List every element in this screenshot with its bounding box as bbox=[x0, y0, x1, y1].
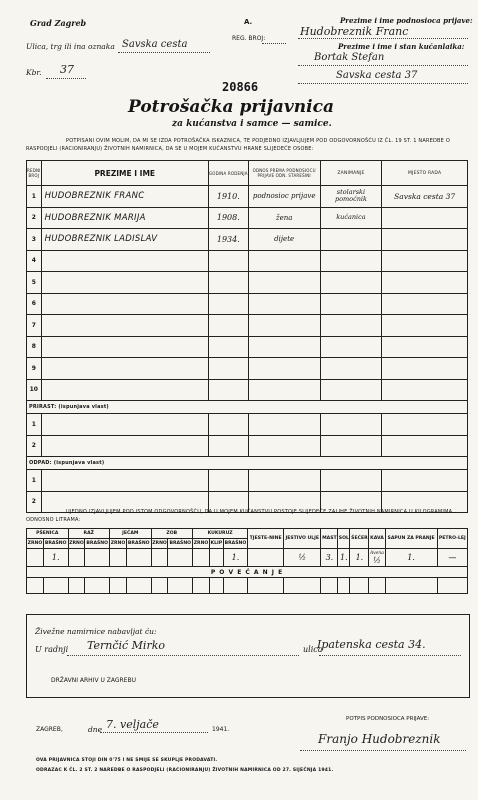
signature-label: POTPIS PODNOSIOCA PRIJAVE: bbox=[346, 716, 430, 722]
supplier-street-underline bbox=[319, 655, 461, 656]
kava-note: Avena bbox=[370, 550, 384, 556]
ration-value bbox=[68, 549, 85, 567]
shop-label: U radnji bbox=[35, 645, 69, 654]
row-number: 2 bbox=[27, 435, 42, 457]
workplace bbox=[382, 229, 468, 251]
row-number: 7 bbox=[27, 315, 42, 337]
serial-number: 20866 bbox=[222, 80, 259, 94]
odpad-rows bbox=[27, 470, 468, 513]
footer-note-2: ODRAZAC K ČL. 2 ST. 2 NAREDBE O RASPODJELI (RACIONIRANJU) ŽIVOTNIH NAMIRNICA OD 27. SIJEČNJA 1941. bbox=[36, 768, 334, 773]
row-number: 9 bbox=[27, 358, 42, 380]
year-value: 1941. bbox=[212, 726, 230, 733]
row-number: 5 bbox=[27, 272, 42, 294]
person-name bbox=[41, 272, 208, 294]
ration-value: 1. bbox=[223, 549, 248, 567]
shop-value: Ternčić Mirko bbox=[87, 639, 165, 652]
rations-table bbox=[26, 528, 468, 594]
occupation bbox=[320, 379, 382, 401]
date-value: 7. veljače bbox=[106, 718, 159, 731]
ration-value bbox=[248, 549, 284, 567]
date-underline bbox=[100, 732, 208, 733]
prirast-rows bbox=[27, 414, 468, 457]
ration-value: 1. bbox=[338, 549, 350, 567]
ration-subheader: ZRNO bbox=[151, 539, 168, 549]
ration-subheader: ZRNO bbox=[27, 539, 44, 549]
workplace bbox=[382, 293, 468, 315]
ration-increase-cell bbox=[350, 578, 369, 594]
ration-subheader: BRAŠNO bbox=[43, 539, 68, 549]
person-name: HUDOBREZNIK MARIJA bbox=[41, 207, 208, 229]
ration-increase-cell bbox=[223, 578, 248, 594]
ration-subheader: BRAŠNO bbox=[223, 539, 248, 549]
ration-value: 3. bbox=[321, 549, 338, 567]
ration-subheader: BRAŠNO bbox=[85, 539, 110, 549]
form-subtitle: za kućanstva i samce — samice. bbox=[172, 119, 332, 129]
occupation bbox=[320, 250, 382, 272]
ration-groups-row bbox=[27, 529, 468, 539]
manager-name-underline bbox=[298, 65, 468, 66]
ration-value: 1. bbox=[43, 549, 68, 567]
ration-subheader: BRAŠNO bbox=[168, 539, 193, 549]
relation: dijete bbox=[248, 229, 320, 251]
ration-values-row bbox=[27, 549, 468, 567]
ration-increase-cell bbox=[338, 578, 350, 594]
birth-year bbox=[208, 272, 248, 294]
ration-subheader: BRAŠNO bbox=[126, 539, 151, 549]
ration-value: 1. bbox=[385, 549, 437, 567]
persons-table bbox=[26, 160, 468, 513]
manager-label: Prezime i ime i stan kućanlaika: bbox=[338, 42, 465, 51]
shop-underline bbox=[67, 655, 299, 656]
empty-cell bbox=[41, 414, 208, 436]
relation bbox=[248, 315, 320, 337]
applicant-underline bbox=[298, 38, 468, 39]
house-underline bbox=[46, 78, 86, 79]
relation: žena bbox=[248, 207, 320, 229]
supplier-street-label: ulica bbox=[303, 645, 323, 654]
house-label: Kbr. bbox=[26, 68, 42, 77]
empty-cell bbox=[382, 435, 468, 457]
ration-value bbox=[126, 549, 151, 567]
intro-text: POTPISANI OVIM MOLIM, DA MI SE IZDA POTROŠAČKA ISKAZNICA, TE PODJEDNO IZJAVLJUJEM POD ODGOVORNOŠĆU IZ ČL. 19 ST. 1 NAREDBE O RASPODJELI (RACIONIRANJU) ŽIVOTNIH NAMIRNICA, DA SE U MOJEM KUĆANSTVU HRANE SLIJEDEĆE OSOBE: bbox=[26, 138, 450, 152]
person-name bbox=[41, 379, 208, 401]
ration-increase-cell bbox=[210, 578, 224, 594]
ration-value bbox=[151, 549, 168, 567]
ration-value bbox=[85, 549, 110, 567]
relation bbox=[248, 379, 320, 401]
workplace bbox=[382, 358, 468, 380]
ration-increase-cell bbox=[85, 578, 110, 594]
ration-increase-cell bbox=[110, 578, 127, 594]
ration-value: — bbox=[437, 549, 467, 567]
increase-label: P O V E Ć A N J E bbox=[27, 567, 468, 578]
birth-year bbox=[208, 379, 248, 401]
odpad-row bbox=[27, 457, 468, 470]
row-number: 10 bbox=[27, 379, 42, 401]
relation bbox=[248, 250, 320, 272]
row-number: 4 bbox=[27, 250, 42, 272]
table-row bbox=[27, 336, 468, 358]
workplace bbox=[382, 336, 468, 358]
ration-increase-cell bbox=[68, 578, 85, 594]
ration-group-header: KUKURUZ bbox=[193, 529, 248, 539]
odpad-label: ODPAD: (ispunjava vlast) bbox=[27, 457, 468, 470]
table-row bbox=[27, 207, 468, 229]
ration-increase-cell bbox=[248, 578, 284, 594]
ration-increase-cell bbox=[369, 578, 385, 594]
occupation: stolarski pomoćnik bbox=[320, 186, 382, 208]
row-number: 3 bbox=[27, 229, 42, 251]
signature-underline bbox=[300, 750, 466, 751]
occupation bbox=[320, 293, 382, 315]
ration-increase-cell bbox=[321, 578, 338, 594]
increase-row bbox=[27, 567, 468, 578]
ration-group-header: PETRO-LEJ bbox=[437, 529, 467, 549]
workplace bbox=[382, 379, 468, 401]
table-row bbox=[27, 379, 468, 401]
relation bbox=[248, 272, 320, 294]
row-number: 6 bbox=[27, 293, 42, 315]
ration-group-header: JESTIVO ULJE bbox=[284, 529, 321, 549]
empty-cell bbox=[208, 414, 248, 436]
birth-year: 1908. bbox=[208, 207, 248, 229]
occupation bbox=[320, 229, 382, 251]
supplier-street-value: Ipatenska cesta 34. bbox=[317, 638, 426, 651]
reg-label: REG. BROJ: bbox=[232, 35, 266, 42]
place-label: ZAGREB, bbox=[36, 726, 63, 733]
ration-value bbox=[168, 549, 193, 567]
empty-cell bbox=[382, 470, 468, 492]
ration-subheader: ZRNO bbox=[193, 539, 210, 549]
occupation: kućanica bbox=[320, 207, 382, 229]
ration-subheader: ZRNO bbox=[68, 539, 85, 549]
row-number: 1 bbox=[27, 414, 42, 436]
relation: podnosioc prijave bbox=[248, 186, 320, 208]
street-underline bbox=[118, 52, 210, 53]
ration-value: Avena ½ bbox=[370, 550, 384, 565]
ration-increase-cell bbox=[43, 578, 68, 594]
table-row bbox=[27, 414, 468, 436]
workplace: Savska cesta 37 bbox=[382, 186, 468, 208]
workplace bbox=[382, 207, 468, 229]
archive-stamp: DRŽAVNI ARHIV U ZAGREBU bbox=[51, 677, 136, 684]
col-header-year: GODINA RODENJA bbox=[208, 161, 248, 186]
applicant-value: Hudobreznik Franc bbox=[300, 25, 409, 38]
occupation bbox=[320, 336, 382, 358]
ration-increase-cell bbox=[385, 578, 437, 594]
ration-increase-cell bbox=[284, 578, 321, 594]
workplace bbox=[382, 250, 468, 272]
col-header-num: REDNI BROJ bbox=[27, 161, 42, 186]
table-row bbox=[27, 470, 468, 492]
person-name: HUDOBREZNIK LADISLAV bbox=[41, 229, 208, 251]
person-name: HUDOBREZNIK FRANC bbox=[41, 186, 208, 208]
ration-group-header: TJESTE-NINE bbox=[248, 529, 284, 549]
prirast-row bbox=[27, 401, 468, 414]
prirast-label: PRIRAST: (ispunjava vlast) bbox=[27, 401, 468, 414]
birth-year: 1910. bbox=[208, 186, 248, 208]
col-header-name: PREZIME I IME bbox=[41, 161, 208, 186]
ration-value: 1. bbox=[350, 549, 369, 567]
ration-value bbox=[193, 549, 210, 567]
ration-increase-cell bbox=[151, 578, 168, 594]
ration-value bbox=[110, 549, 127, 567]
person-name bbox=[41, 293, 208, 315]
supplier-label: Živežne namirnice nabavljat ću: bbox=[35, 627, 157, 636]
house-value: 37 bbox=[60, 63, 74, 76]
col-header-job: ZANIMANJE bbox=[320, 161, 382, 186]
row-number: 2 bbox=[27, 207, 42, 229]
empty-cell bbox=[248, 414, 320, 436]
birth-year bbox=[208, 293, 248, 315]
birth-year: 1934. bbox=[208, 229, 248, 251]
relation bbox=[248, 293, 320, 315]
ration-value bbox=[210, 549, 224, 567]
empty-cell bbox=[41, 435, 208, 457]
table-row bbox=[27, 186, 468, 208]
signature: Franjo Hudobreznik bbox=[318, 732, 441, 746]
ration-increase-cell bbox=[193, 578, 210, 594]
table-row bbox=[27, 250, 468, 272]
ration-group-header: RAŽ bbox=[68, 529, 110, 539]
manager-address: Savska cesta 37 bbox=[336, 70, 418, 81]
person-name bbox=[41, 250, 208, 272]
empty-cell bbox=[320, 435, 382, 457]
occupation bbox=[320, 358, 382, 380]
empty-cell bbox=[248, 435, 320, 457]
empty-cell bbox=[41, 470, 208, 492]
table-row bbox=[27, 293, 468, 315]
ration-group-header: JEČAM bbox=[110, 529, 152, 539]
person-name bbox=[41, 358, 208, 380]
street-value: Savska cesta bbox=[122, 39, 188, 50]
table-row bbox=[27, 315, 468, 337]
ration-value: ½ bbox=[284, 549, 321, 567]
empty-cell bbox=[208, 435, 248, 457]
ration-subheader: KLIP bbox=[210, 539, 224, 549]
city-label: Grad Zagreb bbox=[30, 18, 87, 28]
ration-value bbox=[27, 549, 44, 567]
col-header-workplace: MJESTO RADA bbox=[382, 161, 468, 186]
ration-group-header: ŠEĆER bbox=[350, 529, 369, 549]
table-row bbox=[27, 435, 468, 457]
date-label: dne bbox=[88, 725, 103, 734]
ration-increase-cell bbox=[27, 578, 44, 594]
ration-increase-cell bbox=[437, 578, 467, 594]
form-title: Potrošačka prijavnica bbox=[128, 97, 334, 117]
persons-header-row bbox=[27, 161, 468, 186]
col-header-relation: ODNOS PREMA PODNOSIOCU PRIJAVE ODN. STAREŠINI bbox=[248, 161, 320, 186]
row-number: 2 bbox=[27, 491, 42, 513]
occupation bbox=[320, 272, 382, 294]
applicant-label: Prezime i ime podnosioca prijave: bbox=[340, 16, 473, 25]
row-number: 1 bbox=[27, 470, 42, 492]
empty-cell bbox=[248, 470, 320, 492]
ration-group-header: ZOB bbox=[151, 529, 193, 539]
ration-increase-cell bbox=[168, 578, 193, 594]
empty-cell bbox=[208, 470, 248, 492]
table-row bbox=[27, 272, 468, 294]
empty-cell bbox=[382, 414, 468, 436]
birth-year bbox=[208, 315, 248, 337]
relation bbox=[248, 336, 320, 358]
ration-group-header: SOL bbox=[338, 529, 350, 549]
street-label: Ulica, trg ili ina oznaka bbox=[26, 42, 115, 51]
footer-note-1: OVA PRIJAVNICA STOJI DIN 0'75 I NE SMIJE SE SKUPLJE PRODAVATI. bbox=[36, 758, 218, 763]
empty-cell bbox=[320, 470, 382, 492]
ration-group-header: MAST bbox=[321, 529, 338, 549]
manager-name: Bortak Stefan bbox=[314, 52, 385, 63]
person-name bbox=[41, 336, 208, 358]
person-rows bbox=[27, 186, 468, 401]
row-number: 8 bbox=[27, 336, 42, 358]
section-letter: A. bbox=[244, 18, 253, 26]
table-row bbox=[27, 358, 468, 380]
table-row bbox=[27, 229, 468, 251]
row-number: 1 bbox=[27, 186, 42, 208]
relation bbox=[248, 358, 320, 380]
stock-intro: UJEDNO IZJAVLJUJEM POD ISTOM ODGOVORNOŠĆU, DA U MOJEM KUĆANSTVU POSTOJE SLIJEDEĆE ZALIHE ŽIVOTNIH NAMIRNICA U KILOGRAMIMA ODNOSNO LITRAMA: bbox=[26, 509, 453, 523]
supplier-box bbox=[26, 614, 470, 698]
workplace bbox=[382, 272, 468, 294]
ration-subheader: ZRNO bbox=[110, 539, 127, 549]
reg-underline bbox=[262, 43, 286, 44]
ration-group-header: PŠENICA bbox=[27, 529, 69, 539]
birth-year bbox=[208, 336, 248, 358]
birth-year bbox=[208, 358, 248, 380]
ration-group-header: KAVA bbox=[369, 529, 385, 549]
empty-cell bbox=[320, 414, 382, 436]
ration-group-header: SAPUN ZA PRANJE bbox=[385, 529, 437, 549]
person-name bbox=[41, 315, 208, 337]
workplace bbox=[382, 315, 468, 337]
occupation bbox=[320, 315, 382, 337]
ration-increase-row bbox=[27, 578, 468, 594]
birth-year bbox=[208, 250, 248, 272]
manager-address-underline bbox=[298, 83, 468, 84]
ration-increase-cell bbox=[126, 578, 151, 594]
